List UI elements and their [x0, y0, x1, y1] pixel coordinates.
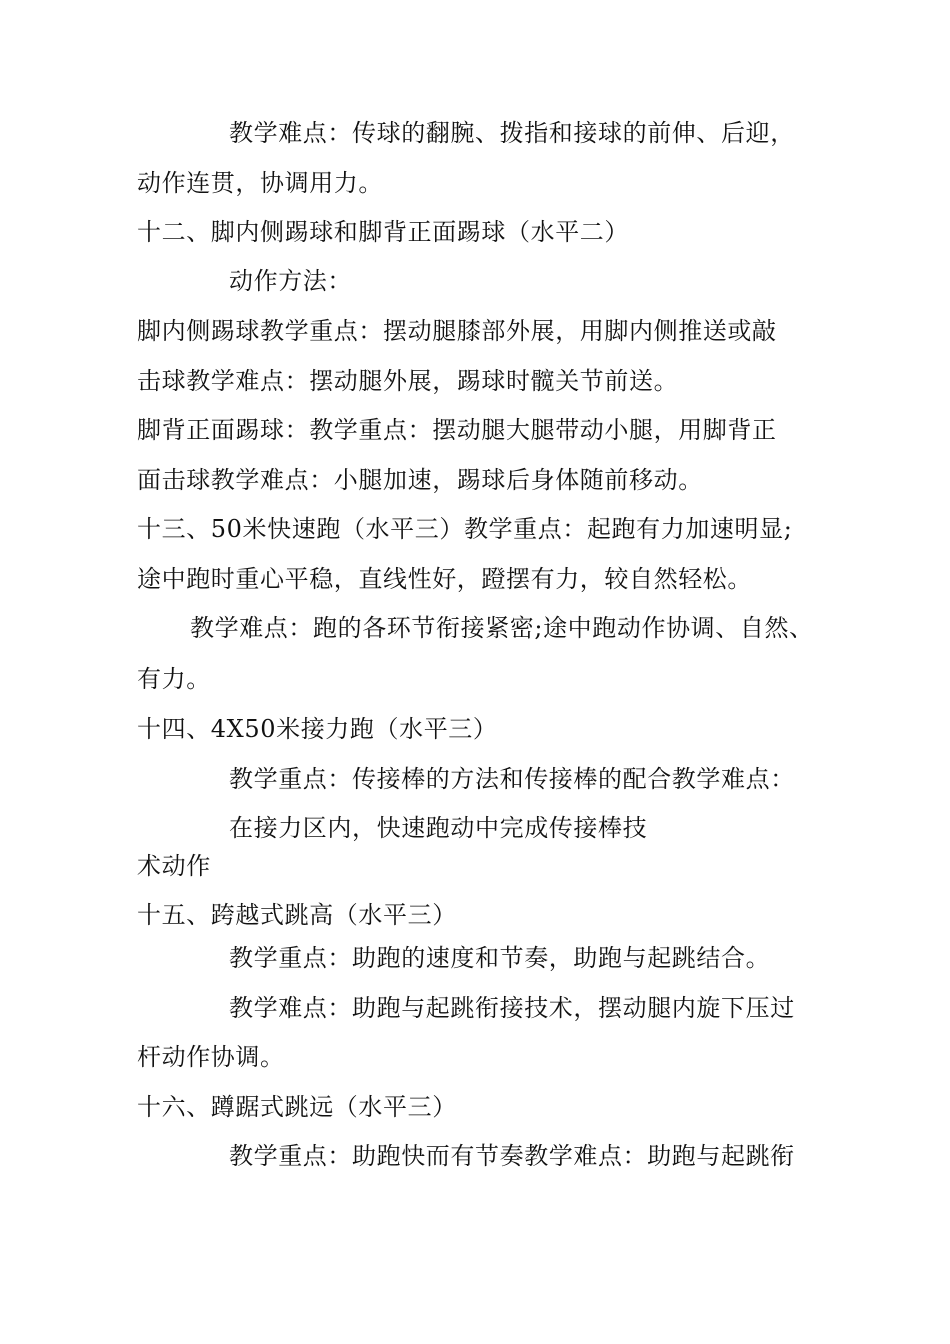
text-line: 杆动作协调。 — [137, 1043, 285, 1071]
section-heading: 十二、脚内侧踢球和脚背正面踢球（水平二） — [137, 218, 629, 246]
text-line: 教学重点：助跑快而有节奏教学难点：助跑与起跳衔 — [229, 1142, 795, 1170]
text-line: 在接力区内，快速跑动中完成传接棒技 — [229, 814, 648, 842]
text-line: 动作方法： — [229, 267, 352, 295]
text-line: 途中跑时重心平稳，直线性好，蹬摆有力，较自然轻松。 — [137, 565, 752, 593]
text-line: 脚背正面踢球：教学重点：摆动腿大腿带动小腿，用脚背正 — [137, 416, 777, 444]
text-line: 教学重点：传接棒的方法和传接棒的配合教学难点： — [229, 765, 795, 793]
section-heading: 十三、50米快速跑（水平三）教学重点：起跑有力加速明显; — [137, 515, 793, 543]
text-line: 教学难点：传球的翻腕、拨指和接球的前伸、后迎， — [229, 119, 795, 147]
text-line: 术动作 — [137, 852, 211, 880]
text-line: 击球教学难点：摆动腿外展，踢球时髋关节前送。 — [137, 367, 679, 395]
text-line: 面击球教学难点：小腿加速，踢球后身体随前移动。 — [137, 466, 703, 494]
text-line: 教学难点：助跑与起跳衔接技术，摆动腿内旋下压过 — [229, 994, 795, 1022]
section-heading: 十五、跨越式跳高（水平三） — [137, 901, 457, 929]
section-heading: 十六、蹲踞式跳远（水平三） — [137, 1093, 457, 1121]
text-line: 动作连贯，协调用力。 — [137, 169, 383, 197]
text-line: 教学重点：助跑的速度和节奏，助跑与起跳结合。 — [229, 944, 771, 972]
text-line: 教学难点：跑的各环节衔接紧密;途中跑动作协调、自然、 — [190, 614, 814, 642]
text-line: 脚内侧踢球教学重点：摆动腿膝部外展，用脚内侧推送或敲 — [137, 317, 777, 345]
text-line: 有力。 — [137, 665, 211, 693]
section-heading: 十四、4X50米接力跑（水平三） — [137, 715, 498, 743]
